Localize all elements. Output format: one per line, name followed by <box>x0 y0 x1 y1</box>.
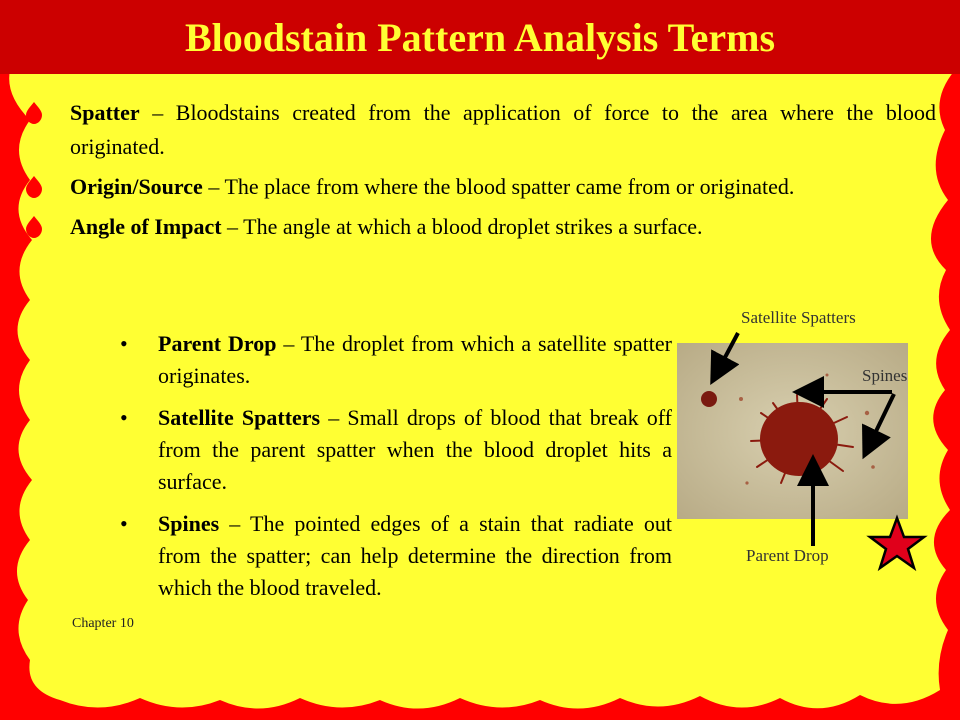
term-definition: The pointed edges of a stain that radiate out from the spatter; can help determine the direction from which the blood traveled. <box>158 511 672 600</box>
red-diamond-bullet-icon <box>22 214 46 240</box>
term-spatter <box>22 96 936 164</box>
term-list <box>22 96 936 250</box>
term-definition: The angle at which a blood droplet strikes a surface. <box>243 214 703 239</box>
term-separator: – <box>219 511 251 536</box>
term-spines <box>120 508 672 604</box>
term-name: Spines <box>158 511 220 536</box>
term-name: Origin/Source <box>70 174 203 199</box>
label-parent-drop: Parent Drop <box>746 546 829 565</box>
term-separator: – <box>276 331 301 356</box>
label-satellite-spatters: Satellite Spatters <box>741 308 856 327</box>
term-name: Spatter <box>70 100 140 125</box>
term-separator: – <box>202 174 225 199</box>
page-title: Bloodstain Pattern Analysis Terms <box>184 14 776 60</box>
term-name: Satellite Spatters <box>158 405 321 430</box>
red-diamond-bullet-icon <box>22 174 46 200</box>
term-origin-source <box>22 170 936 204</box>
term-definition: Bloodstains created from the application of force to the area where the blood originated. <box>70 100 936 159</box>
bullet-dot: • <box>120 511 128 536</box>
term-separator: – <box>320 405 348 430</box>
chapter-label: Chapter 10 <box>72 616 134 631</box>
term-separator: – <box>221 214 244 239</box>
bullet-dot: • <box>120 405 128 430</box>
term-satellite-spatters <box>120 402 672 498</box>
bullet-dot: • <box>120 331 128 356</box>
term-name: Parent Drop <box>158 331 277 356</box>
label-spines: Spines <box>862 366 908 385</box>
sub-term-list <box>120 328 672 614</box>
term-separator: – <box>139 100 176 125</box>
term-parent-drop <box>120 328 672 392</box>
term-definition: The droplet from which a satellite spatter originates. <box>158 331 672 388</box>
term-angle-of-impact <box>22 210 936 244</box>
term-name: Angle of Impact <box>70 214 222 239</box>
term-definition: The place from where the blood spatter came from or originated. <box>224 174 795 199</box>
title-bar <box>0 0 960 74</box>
red-diamond-bullet-icon <box>22 100 46 126</box>
term-definition: Small drops of blood that break off from the parent spatter when the blood droplet hits a surface. <box>158 405 672 494</box>
